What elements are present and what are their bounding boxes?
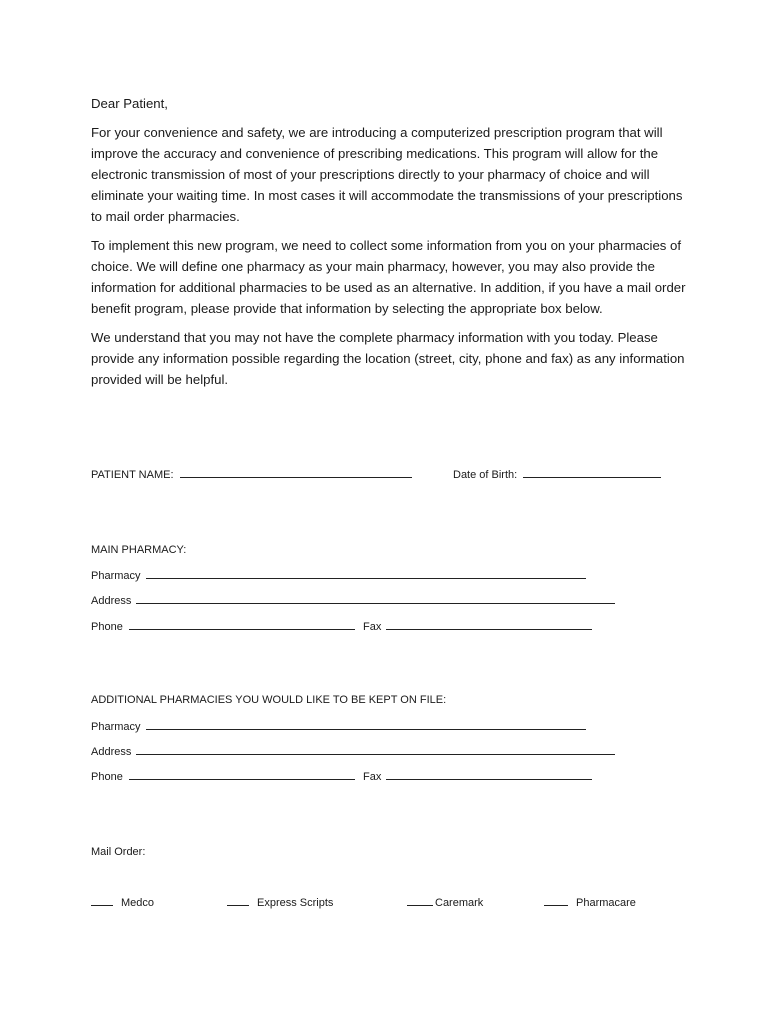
main-pharmacy-address-field[interactable]	[136, 593, 615, 604]
dob-row	[453, 467, 661, 482]
greeting: Dear Patient,	[91, 96, 168, 111]
patient-name-row	[91, 467, 412, 482]
additional-pharmacy-address-row	[91, 744, 615, 759]
main-pharmacy-fax-row	[363, 619, 592, 634]
mail-order-heading: Mail Order:	[91, 846, 146, 858]
caremark-checkbox-blank[interactable]	[407, 895, 433, 906]
additional-pharmacy-fax-label: Fax	[363, 771, 382, 783]
pharmacare-label: Pharmacare	[576, 897, 636, 909]
caremark-label: Caremark	[435, 897, 484, 909]
main-pharmacy-phone-field[interactable]	[129, 619, 355, 630]
main-pharmacy-fax-field[interactable]	[386, 619, 592, 630]
additional-pharmacies-heading: ADDITIONAL PHARMACIES YOU WOULD LIKE TO BE KEPT ON FILE:	[91, 694, 447, 706]
dob-field[interactable]	[523, 467, 661, 478]
additional-pharmacy-name-row	[91, 719, 586, 734]
pharmacare-checkbox-blank[interactable]	[544, 895, 568, 906]
paragraph-implement: To implement this new program, we need to collect some information from you on your pharmacies of choice. We will define one pharmacy as your main pharmacy, however, you may also provide the information for additional pharmacies to be used as an alternative. In addition, if you have a mail order benefit program, please provide that information by selecting the appropriate box below.	[91, 238, 686, 316]
main-pharmacy-name-label: Pharmacy	[91, 570, 141, 582]
main-pharmacy-address-row	[91, 593, 615, 608]
medco-label: Medco	[121, 897, 155, 909]
main-pharmacy-name-field[interactable]	[146, 568, 586, 579]
additional-pharmacy-phone-field[interactable]	[129, 769, 355, 780]
additional-pharmacy-phone-row	[91, 769, 355, 784]
additional-pharmacy-name-label: Pharmacy	[91, 721, 141, 733]
main-pharmacy-address-label: Address	[91, 595, 132, 607]
mail-order-option-pharmacare	[544, 895, 636, 910]
express-scripts-checkbox-blank[interactable]	[227, 895, 249, 906]
additional-pharmacy-phone-label: Phone	[91, 771, 123, 783]
mail-order-option-express-scripts	[227, 895, 333, 910]
additional-pharmacy-fax-field[interactable]	[386, 769, 592, 780]
main-pharmacy-phone-label: Phone	[91, 621, 123, 633]
main-pharmacy-name-row	[91, 568, 586, 583]
main-pharmacy-heading: MAIN PHARMACY:	[91, 544, 187, 556]
dob-label: Date of Birth:	[453, 469, 518, 481]
patient-name-label: PATIENT NAME:	[91, 469, 174, 481]
additional-pharmacy-address-label: Address	[91, 746, 132, 758]
paragraph-understand: We understand that you may not have the complete pharmacy information with you today. Please provide any information possible regarding the location (street, city, phone and fax) as any information provided will be helpful.	[91, 330, 685, 387]
main-pharmacy-fax-label: Fax	[363, 621, 382, 633]
main-pharmacy-phone-row	[91, 619, 355, 634]
additional-pharmacy-fax-row	[363, 769, 592, 784]
patient-name-field[interactable]	[180, 467, 412, 478]
paragraph-intro: For your convenience and safety, we are introducing a computerized prescription program that will improve the accuracy and convenience of prescribing medications. This program will allow for the electronic transmission of most of your prescriptions directly to your pharmacy of choice and will eliminate your waiting time. In most cases it will accommodate the transmissions of your prescriptions to mail order pharmacies.	[91, 125, 683, 224]
mail-order-option-caremark	[407, 895, 483, 910]
medco-checkbox-blank[interactable]	[91, 895, 113, 906]
express-scripts-label: Express Scripts	[257, 897, 334, 909]
additional-pharmacy-address-field[interactable]	[136, 744, 615, 755]
additional-pharmacy-name-field[interactable]	[146, 719, 586, 730]
letter-body	[91, 93, 691, 398]
mail-order-option-medco	[91, 895, 154, 910]
